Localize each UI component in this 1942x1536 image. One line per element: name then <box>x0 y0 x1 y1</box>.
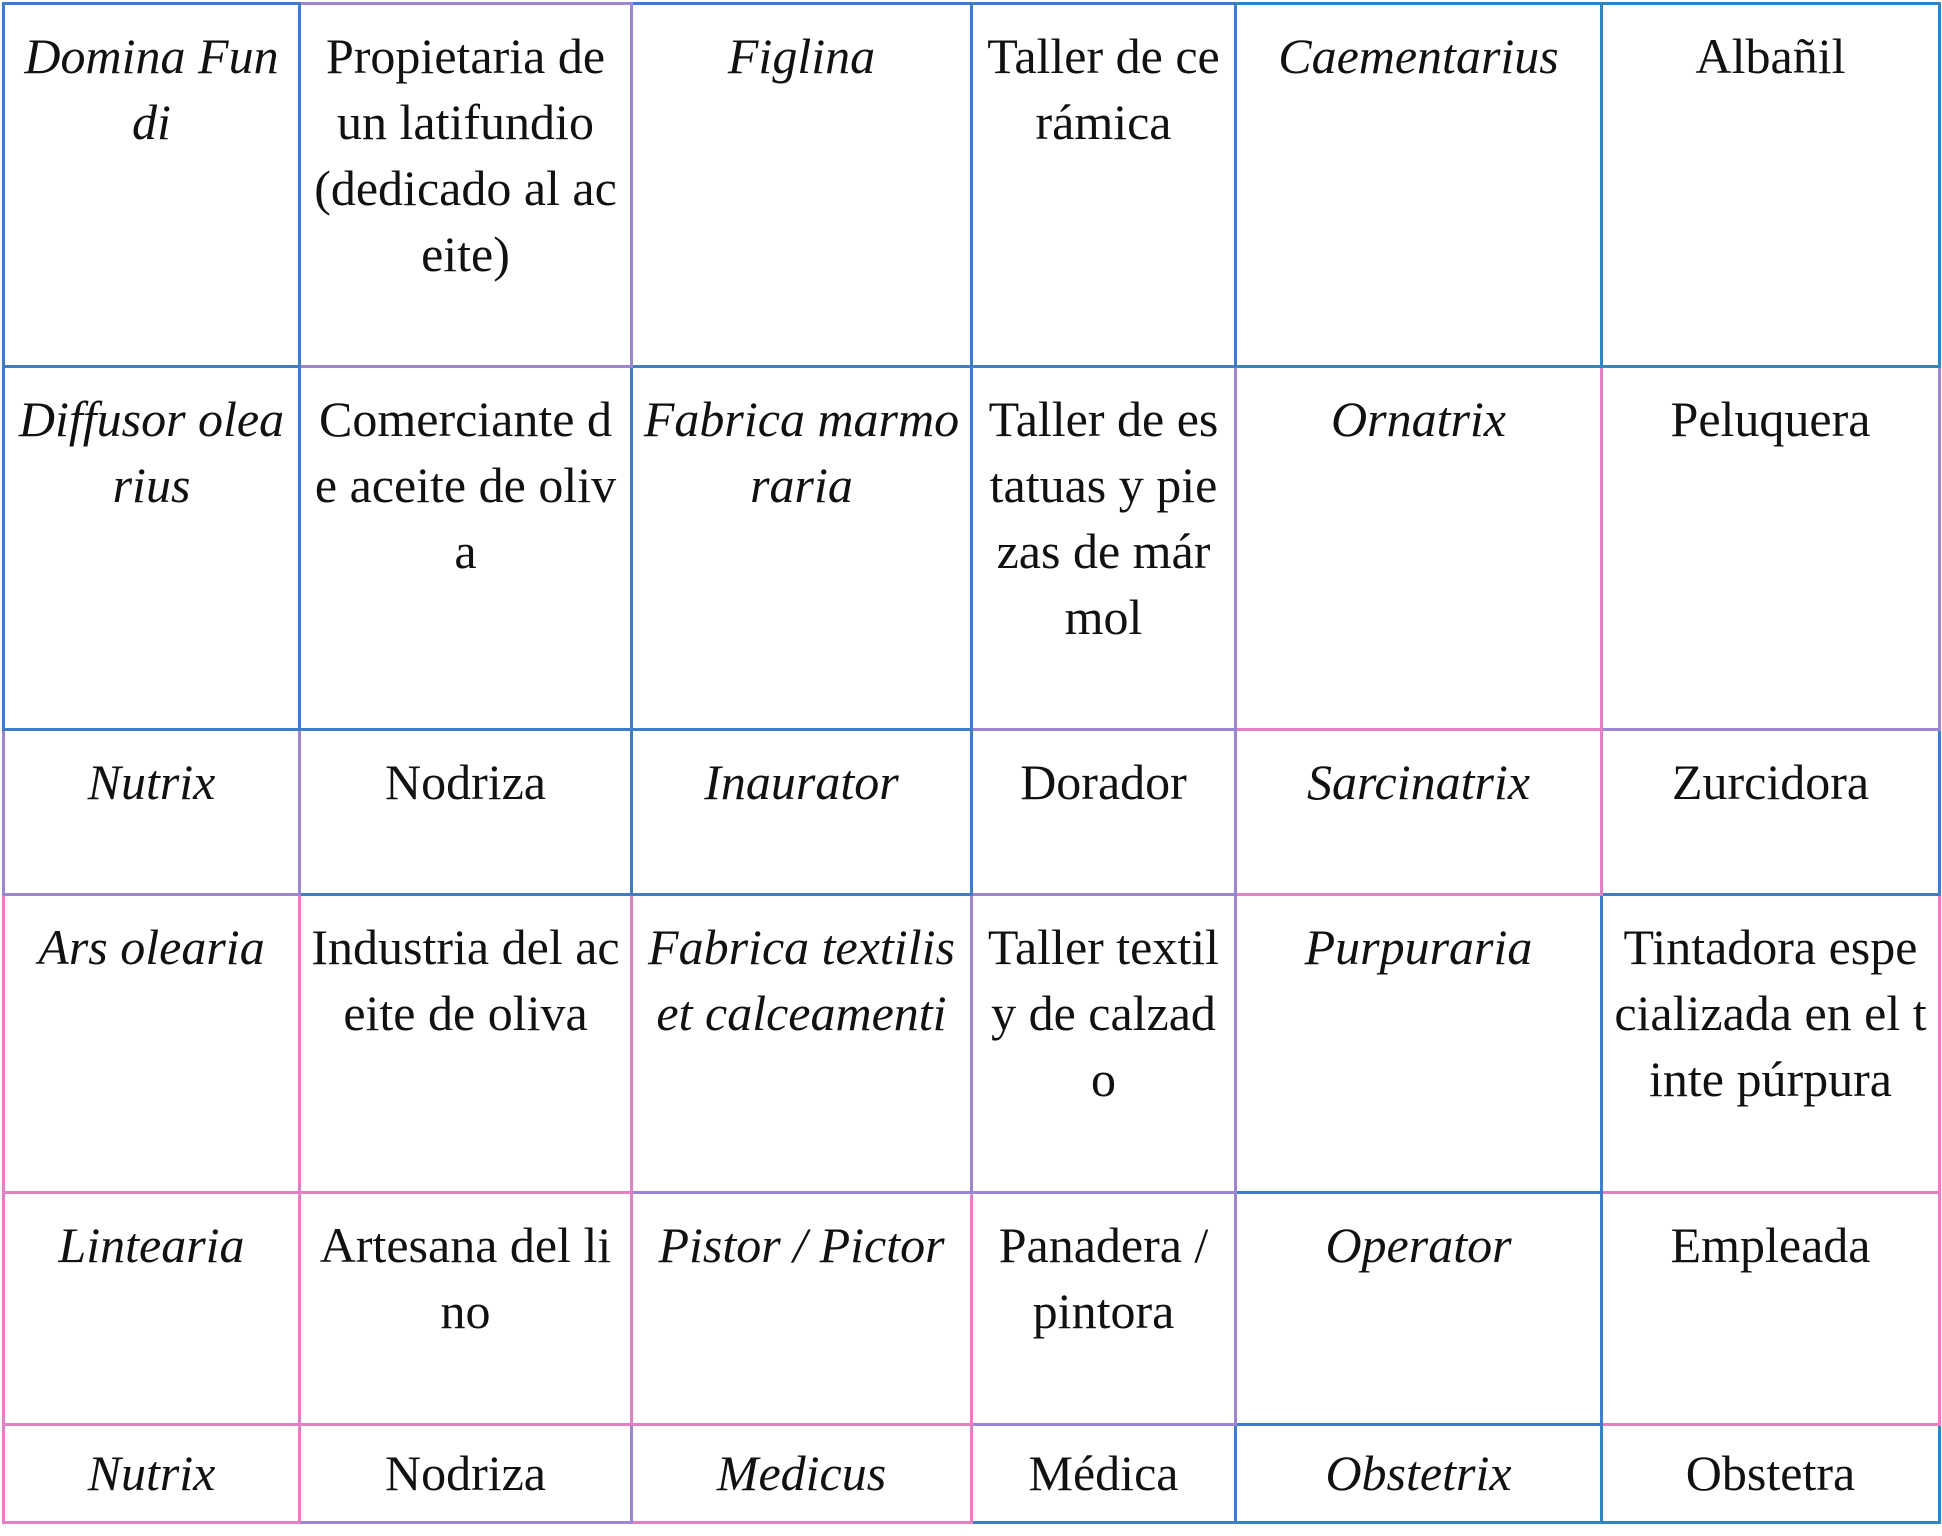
table-row <box>4 1193 1940 1425</box>
latin-term-cell: Pistor / Pictor <box>632 1193 972 1425</box>
latin-term-cell: Obstetrix <box>1236 1425 1602 1523</box>
spanish-translation-cell: Industria del aceite de oliva <box>300 895 632 1193</box>
latin-term-cell: Nutrix <box>4 730 300 895</box>
latin-term-cell: Ornatrix <box>1236 367 1602 730</box>
spanish-translation-cell: Propietaria de un latifundio (dedicado al aceite) <box>300 4 632 367</box>
latin-term-cell: Figlina <box>632 4 972 367</box>
latin-term-cell: Domina Fundi <box>4 4 300 367</box>
spanish-translation-cell: Albañil <box>1602 4 1940 367</box>
spanish-translation-cell: Comerciante de aceite de oliva <box>300 367 632 730</box>
spanish-translation-cell: Taller de estatuas y piezas de mármol <box>972 367 1236 730</box>
latin-term-cell: Inaurator <box>632 730 972 895</box>
spanish-translation-cell: Médica <box>972 1425 1236 1523</box>
latin-term-cell: Diffusor olearius <box>4 367 300 730</box>
spanish-translation-cell: Nodriza <box>300 1425 632 1523</box>
latin-term-cell: Lintearia <box>4 1193 300 1425</box>
spanish-translation-cell: Artesana del lino <box>300 1193 632 1425</box>
table-row <box>4 367 1940 730</box>
latin-term-cell: Operator <box>1236 1193 1602 1425</box>
latin-term-cell: Fabrica marmoraria <box>632 367 972 730</box>
table-row <box>4 1425 1940 1523</box>
spanish-translation-cell: Dorador <box>972 730 1236 895</box>
spanish-translation-cell: Empleada <box>1602 1193 1940 1425</box>
latin-term-cell: Fabrica textilis et calceamenti <box>632 895 972 1193</box>
spanish-translation-cell: Tintadora especializada en el tinte púrpura <box>1602 895 1940 1193</box>
spanish-translation-cell: Obstetra <box>1602 1425 1940 1523</box>
latin-term-cell: Medicus <box>632 1425 972 1523</box>
table-row <box>4 895 1940 1193</box>
spanish-translation-cell: Panadera / pintora <box>972 1193 1236 1425</box>
table-row <box>4 730 1940 895</box>
latin-term-cell: Sarcinatrix <box>1236 730 1602 895</box>
spanish-translation-cell: Zurcidora <box>1602 730 1940 895</box>
spanish-translation-cell: Nodriza <box>300 730 632 895</box>
spanish-translation-cell: Taller textil y de calzado <box>972 895 1236 1193</box>
latin-term-cell: Ars olearia <box>4 895 300 1193</box>
spanish-translation-cell: Taller de cerámica <box>972 4 1236 367</box>
table-row <box>4 4 1940 367</box>
spanish-translation-cell: Peluquera <box>1602 367 1940 730</box>
latin-spanish-occupations-table <box>2 2 1941 1524</box>
latin-term-cell: Nutrix <box>4 1425 300 1523</box>
latin-term-cell: Purpuraria <box>1236 895 1602 1193</box>
latin-term-cell: Caementarius <box>1236 4 1602 367</box>
